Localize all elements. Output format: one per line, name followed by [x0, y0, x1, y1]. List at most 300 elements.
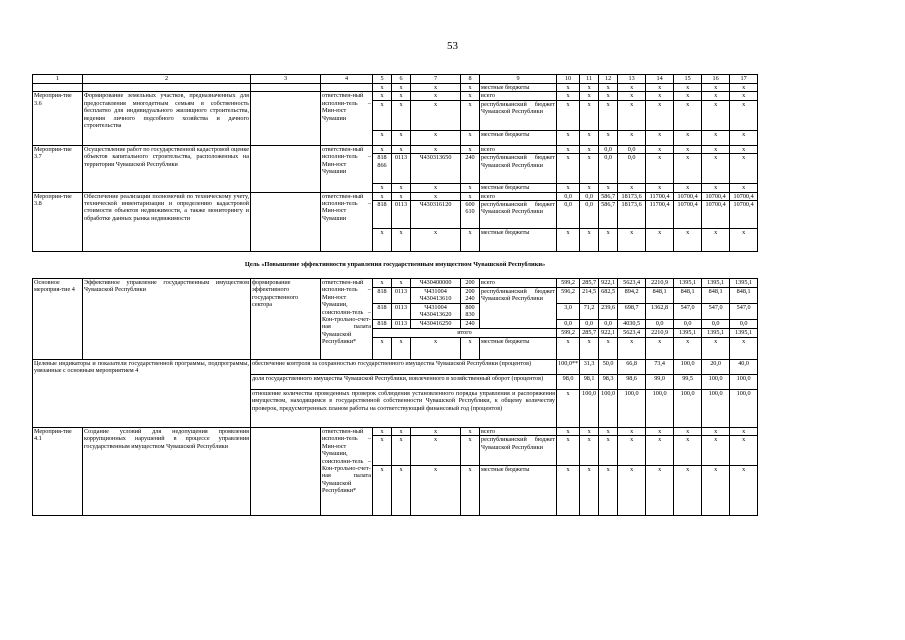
value-cell: x: [702, 466, 730, 516]
value-cell: x: [392, 466, 411, 516]
column-number: 1: [33, 75, 83, 84]
value-cell: 800 830: [461, 304, 480, 320]
funding-source: республиканский бюджет Чувашской Республики: [480, 288, 557, 329]
measure-id: Мероприя-тие 3.8: [33, 192, 83, 251]
value-cell: x: [373, 100, 392, 130]
value-cell: 50,0: [599, 360, 618, 375]
value-cell: 547,0: [730, 304, 758, 320]
column-number: 3: [251, 75, 321, 84]
value-cell: x: [461, 338, 480, 360]
value-cell: 0,0: [599, 145, 618, 153]
value-cell: x: [730, 100, 758, 130]
value-cell: x: [392, 279, 411, 288]
value-cell: x: [618, 92, 646, 100]
value-cell: x: [411, 145, 461, 153]
column-number: 17: [730, 75, 758, 84]
value-cell: 98,1: [580, 375, 599, 390]
responsible-cell: ответствен-ный исполни-тель – Мин-юст Чувашии: [321, 145, 373, 192]
value-cell: x: [580, 229, 599, 252]
value-cell: x: [373, 428, 392, 436]
value-cell: x: [730, 466, 758, 516]
value-cell: x: [373, 92, 392, 100]
value-cell: 285,7: [580, 329, 599, 338]
value-cell: x: [580, 84, 599, 92]
value-cell: x: [646, 338, 674, 360]
value-cell: x: [580, 466, 599, 516]
value-cell: x: [702, 154, 730, 184]
value-cell: x: [599, 184, 618, 192]
value-cell: 4030,5: [618, 320, 646, 329]
value-cell: x: [373, 145, 392, 153]
value-cell: x: [557, 100, 580, 130]
value-cell: x: [557, 184, 580, 192]
funding-source: республиканский бюджет Чувашской Республики: [480, 100, 557, 130]
value-cell: x: [618, 130, 646, 145]
column-number: 4: [321, 75, 373, 84]
value-cell: x: [599, 466, 618, 516]
value-cell: 0,0: [646, 320, 674, 329]
funding-source: всего: [480, 279, 557, 288]
value-cell: 1395,1: [674, 279, 702, 288]
indicator-text: обеспечение контроля за сохранностью государственного имущества Чувашской Республики (процентов): [251, 360, 557, 375]
value-cell: x: [730, 145, 758, 153]
measure-name: Эффективное управление государственным имуществом Чувашской Республики: [83, 279, 251, 360]
value-cell: 894,2: [618, 288, 646, 304]
value-cell: 100,0: [730, 390, 758, 428]
value-cell: x: [730, 338, 758, 360]
value-cell: x: [461, 100, 480, 130]
column-number: 16: [702, 75, 730, 84]
value-cell: x: [557, 145, 580, 153]
value-cell: x: [461, 428, 480, 436]
value-cell: x: [392, 130, 411, 145]
value-cell: x: [580, 338, 599, 360]
value-cell: 10700,4: [702, 192, 730, 200]
value-cell: 99,0: [646, 375, 674, 390]
value-cell: x: [580, 130, 599, 145]
value-cell: 599,2: [557, 279, 580, 288]
value-cell: Ч430416250: [411, 320, 461, 329]
indicators-label: Целевые индикаторы и показатели государственной программы, подпрограммы, увязанные с основным мероприятием 4: [33, 360, 251, 428]
value-cell: x: [580, 428, 599, 436]
funding-source: местные бюджеты: [480, 84, 557, 92]
measure-row: [33, 145, 758, 153]
value-cell: 3,0: [557, 304, 580, 320]
value-cell: x: [702, 92, 730, 100]
column-number: 12: [599, 75, 618, 84]
funding-source: всего: [480, 428, 557, 436]
value-cell: x: [702, 428, 730, 436]
column-number: 15: [674, 75, 702, 84]
value-cell: x: [730, 184, 758, 192]
target-cell: [251, 145, 321, 192]
value-cell: 99,5: [674, 375, 702, 390]
value-cell: 240: [461, 320, 480, 329]
value-cell: 1395,1: [702, 279, 730, 288]
value-cell: x: [373, 184, 392, 192]
value-cell: x: [411, 436, 461, 466]
value-cell: x: [730, 92, 758, 100]
value-cell: x: [557, 338, 580, 360]
value-cell: x: [411, 428, 461, 436]
goal-row: [33, 252, 758, 279]
value-cell: 2210,9: [646, 279, 674, 288]
value-cell: 66,8: [618, 360, 646, 375]
value-cell: x: [646, 229, 674, 252]
funding-source: республиканский бюджет Чувашской Республики: [480, 201, 557, 229]
value-cell: 1362,8: [646, 304, 674, 320]
responsible-cell: ответствен-ный исполни-тель – Мин-юст Чувашии, соисполни-тель – Кон-трольно-счет-ная палата Чувашской Республики*: [321, 279, 373, 360]
value-cell: x: [461, 229, 480, 252]
value-cell: x: [646, 100, 674, 130]
value-cell: 73,4: [646, 360, 674, 375]
value-cell: x: [646, 130, 674, 145]
value-cell: 586,7: [599, 201, 618, 229]
value-cell: x: [646, 84, 674, 92]
value-cell: 0,0: [730, 320, 758, 329]
value-cell: x: [580, 184, 599, 192]
value-cell: Ч430313650: [411, 154, 461, 184]
column-number: 8: [461, 75, 480, 84]
value-cell: x: [702, 130, 730, 145]
measure-id: Мероприя-тие 3.6: [33, 92, 83, 145]
value-cell: 682,5: [599, 288, 618, 304]
value-cell: 818: [373, 320, 392, 329]
column-number: 10: [557, 75, 580, 84]
column-number: 11: [580, 75, 599, 84]
value-cell: x: [618, 338, 646, 360]
value-cell: x: [599, 92, 618, 100]
program-table: [32, 74, 758, 516]
value-cell: x: [702, 229, 730, 252]
value-cell: x: [557, 436, 580, 466]
value-cell: x: [392, 338, 411, 360]
value-cell: 214,5: [580, 288, 599, 304]
value-cell: 0,0: [599, 320, 618, 329]
value-cell: x: [674, 184, 702, 192]
value-cell: 200 240: [461, 288, 480, 304]
value-cell: x: [411, 229, 461, 252]
value-cell: x: [702, 184, 730, 192]
value-cell: x: [461, 92, 480, 100]
value-cell: 0,0: [618, 145, 646, 153]
measure-name: Обеспечение реализации полномочий по техническому учету, технической инвентаризации и определению кадастровой стоимости объектов недвижимости, а также мониторингу и обработке данных рынка недвижимости: [83, 192, 251, 251]
value-cell: x: [730, 436, 758, 466]
target-cell: [251, 192, 321, 251]
value-cell: x: [557, 154, 580, 184]
value-cell: x: [411, 84, 461, 92]
value-cell: x: [646, 154, 674, 184]
column-number: 13: [618, 75, 646, 84]
value-cell: x: [461, 466, 480, 516]
funding-source: всего: [480, 192, 557, 200]
column-number: 9: [480, 75, 557, 84]
value-cell: 31,3: [580, 360, 599, 375]
value-cell: 0113: [392, 154, 411, 184]
value-cell: Ч430400000: [411, 279, 461, 288]
total-label: итого: [373, 329, 557, 338]
value-cell: x: [373, 338, 392, 360]
funding-source: республиканский бюджет Чувашской Республики: [480, 436, 557, 466]
value-cell: x: [461, 436, 480, 466]
value-cell: 0,0: [599, 154, 618, 184]
value-cell: 0,0: [580, 192, 599, 200]
value-cell: x: [373, 436, 392, 466]
value-cell: x: [461, 184, 480, 192]
value-cell: x: [674, 145, 702, 153]
value-cell: Ч431004 Ч430413620: [411, 304, 461, 320]
funding-source: местные бюджеты: [480, 229, 557, 252]
responsible-cell: ответствен-ный исполни-тель – Мин-юст Чувашии, соисполни-тель – Кон-трольно-счет-ная палата Чувашской Республики*: [321, 428, 373, 516]
value-cell: x: [674, 229, 702, 252]
column-number: 2: [83, 75, 251, 84]
funding-source: местные бюджеты: [480, 184, 557, 192]
value-cell: x: [674, 130, 702, 145]
target-cell: [251, 92, 321, 145]
responsible-cell: ответствен-ный исполни-тель – Мин-юст Чувашии: [321, 192, 373, 251]
value-cell: x: [373, 466, 392, 516]
value-cell: 2210,9: [646, 329, 674, 338]
value-cell: 71,2: [580, 304, 599, 320]
value-cell: x: [618, 184, 646, 192]
value-cell: 100,0: [702, 390, 730, 428]
value-cell: 0,0: [557, 201, 580, 229]
value-cell: x: [392, 100, 411, 130]
value-cell: x: [646, 145, 674, 153]
value-cell: x: [461, 192, 480, 200]
value-cell: 848,1: [674, 288, 702, 304]
value-cell: 20,0: [702, 360, 730, 375]
value-cell: x: [674, 466, 702, 516]
value-cell: x: [702, 84, 730, 92]
value-cell: x: [674, 436, 702, 466]
funding-source: всего: [480, 145, 557, 153]
value-cell: 848,1: [730, 288, 758, 304]
value-cell: 200: [461, 279, 480, 288]
value-cell: x: [411, 466, 461, 516]
value-cell: x: [392, 192, 411, 200]
value-cell: Ч430316120: [411, 201, 461, 229]
funding-source: местные бюджеты: [480, 338, 557, 360]
value-cell: 100,0: [730, 375, 758, 390]
value-cell: x: [702, 338, 730, 360]
value-cell: x: [730, 229, 758, 252]
value-cell: x: [392, 229, 411, 252]
funding-source: местные бюджеты: [480, 466, 557, 516]
value-cell: x: [674, 338, 702, 360]
value-cell: 100,0: [646, 390, 674, 428]
value-cell: 10700,4: [674, 201, 702, 229]
value-cell: x: [599, 428, 618, 436]
value-cell: 10700,4: [730, 192, 758, 200]
value-cell: x: [646, 466, 674, 516]
table-row: [33, 279, 758, 288]
value-cell: x: [599, 100, 618, 130]
value-cell: 586,7: [599, 192, 618, 200]
value-cell: 100,0: [599, 390, 618, 428]
value-cell: x: [646, 184, 674, 192]
value-cell: x: [411, 100, 461, 130]
value-cell: 0,0: [557, 320, 580, 329]
value-cell: x: [411, 130, 461, 145]
value-cell: x: [557, 92, 580, 100]
value-cell: x: [618, 100, 646, 130]
value-cell: x: [730, 154, 758, 184]
column-number: 14: [646, 75, 674, 84]
value-cell: 1395,1: [730, 329, 758, 338]
value-cell: Ч431004 Ч430413610: [411, 288, 461, 304]
value-cell: x: [411, 184, 461, 192]
measure-id: Мероприя-тие 4.1: [33, 428, 83, 516]
value-cell: x: [373, 84, 392, 92]
value-cell: 0,0: [702, 320, 730, 329]
measure-name: Осуществление работ по государственной кадастровой оценке объектов капитального строительства, расположенных на территории Чувашской Республики: [83, 145, 251, 192]
value-cell: 848,1: [702, 288, 730, 304]
value-cell: 11700,4: [646, 192, 674, 200]
value-cell: 0113: [392, 320, 411, 329]
value-cell: x: [580, 100, 599, 130]
value-cell: 0,0: [557, 192, 580, 200]
funding-source: всего: [480, 92, 557, 100]
value-cell: x: [674, 84, 702, 92]
value-cell: x: [411, 192, 461, 200]
value-cell: x: [392, 145, 411, 153]
value-cell: x: [373, 130, 392, 145]
value-cell: x: [557, 428, 580, 436]
value-cell: x: [557, 229, 580, 252]
value-cell: 698,7: [618, 304, 646, 320]
value-cell: 240: [461, 154, 480, 184]
value-cell: x: [392, 184, 411, 192]
value-cell: 0,0: [580, 320, 599, 329]
value-cell: x: [618, 466, 646, 516]
value-cell: x: [461, 145, 480, 153]
value-cell: x: [618, 428, 646, 436]
value-cell: x: [461, 84, 480, 92]
indicator-text: отношение количества проведенных проверок соблюдения установленного порядка управления и распоряжения имуществом, находящимся в государственной собственности Чувашской Республики, к общему количеству проверок, предусмотренных планом работы на соответствующий финансовый год (процентов): [251, 390, 557, 428]
value-cell: 18173,6: [618, 192, 646, 200]
value-cell: x: [557, 84, 580, 92]
value-cell: 100,0: [618, 390, 646, 428]
measure-name: Формирование земельных участков, предназначенных для предоставления многодетным семьям в собственность бесплатно для индивидуального жилищного строительства, ведения личного подсобного хозяйства и дачного строительства: [83, 92, 251, 145]
value-cell: x: [461, 130, 480, 145]
column-number: 6: [392, 75, 411, 84]
value-cell: 10700,4: [730, 201, 758, 229]
value-cell: x: [580, 92, 599, 100]
value-cell: x: [730, 130, 758, 145]
value-cell: 100,0: [674, 360, 702, 375]
value-cell: x: [557, 466, 580, 516]
measure-id: Основное мероприя-тие 4: [33, 279, 83, 360]
value-cell: 922,1: [599, 329, 618, 338]
value-cell: 922,1: [599, 279, 618, 288]
value-cell: x: [373, 229, 392, 252]
value-cell: x: [618, 229, 646, 252]
value-cell: x: [580, 145, 599, 153]
value-cell: x: [392, 92, 411, 100]
value-cell: 848,1: [646, 288, 674, 304]
table-row: [33, 84, 758, 92]
measure-row: [33, 192, 758, 200]
value-cell: 1395,1: [730, 279, 758, 288]
value-cell: 596,2: [557, 288, 580, 304]
measure-row: [33, 92, 758, 100]
page-number: 53: [447, 40, 458, 52]
value-cell: 1395,1: [702, 329, 730, 338]
responsible-cell: ответствен-ный исполни-тель – Мин-юст Чувашии: [321, 92, 373, 145]
value-cell: x: [646, 436, 674, 466]
value-cell: 5623,4: [618, 279, 646, 288]
value-cell: x: [599, 436, 618, 466]
value-cell: 100,0: [702, 375, 730, 390]
value-cell: x: [702, 436, 730, 466]
value-cell: 547,0: [702, 304, 730, 320]
column-number: 5: [373, 75, 392, 84]
value-cell: 100,0**: [557, 360, 580, 375]
funding-source: республиканский бюджет Чувашской Республики: [480, 154, 557, 184]
value-cell: 98,0: [557, 375, 580, 390]
value-cell: x: [392, 428, 411, 436]
value-cell: 11700,4: [646, 201, 674, 229]
value-cell: 0,0: [618, 154, 646, 184]
value-cell: 40,0: [730, 360, 758, 375]
value-cell: x: [674, 428, 702, 436]
value-cell: x: [599, 229, 618, 252]
value-cell: 1395,1: [674, 329, 702, 338]
measure-name: Создание условий для недопущения проявления коррупционных нарушений в процессе управления государственным имуществом Чувашской Республики: [83, 428, 251, 516]
value-cell: 600 610: [461, 201, 480, 229]
value-cell: 0,0: [580, 201, 599, 229]
value-cell: x: [580, 154, 599, 184]
value-cell: x: [392, 436, 411, 466]
value-cell: x: [730, 428, 758, 436]
value-cell: 547,0: [674, 304, 702, 320]
value-cell: 5623,4: [618, 329, 646, 338]
value-cell: x: [411, 338, 461, 360]
value-cell: x: [599, 84, 618, 92]
value-cell: 818 866: [373, 154, 392, 184]
value-cell: x: [373, 279, 392, 288]
target-cell: [251, 428, 321, 516]
value-cell: x: [618, 436, 646, 466]
value-cell: x: [646, 92, 674, 100]
measure-id: Мероприя-тие 3.7: [33, 145, 83, 192]
value-cell: 18173,6: [618, 201, 646, 229]
value-cell: x: [730, 84, 758, 92]
value-cell: 0113: [392, 304, 411, 320]
value-cell: x: [646, 428, 674, 436]
value-cell: 285,7: [580, 279, 599, 288]
value-cell: x: [373, 192, 392, 200]
value-cell: x: [599, 338, 618, 360]
column-number-row: [33, 75, 758, 84]
measure-row: [33, 428, 758, 436]
value-cell: 98,3: [599, 375, 618, 390]
indicator-row: [33, 360, 758, 375]
goal-title: Цель «Повышение эффективности управления государственным имуществом Чувашской Республики»: [33, 252, 758, 279]
value-cell: x: [580, 436, 599, 466]
value-cell: 818: [373, 201, 392, 229]
value-cell: x: [557, 390, 580, 428]
funding-source: местные бюджеты: [480, 130, 557, 145]
value-cell: x: [557, 130, 580, 145]
value-cell: 0113: [392, 201, 411, 229]
value-cell: 10700,4: [702, 201, 730, 229]
value-cell: 818: [373, 304, 392, 320]
value-cell: x: [392, 84, 411, 92]
value-cell: 239,6: [599, 304, 618, 320]
value-cell: x: [702, 145, 730, 153]
